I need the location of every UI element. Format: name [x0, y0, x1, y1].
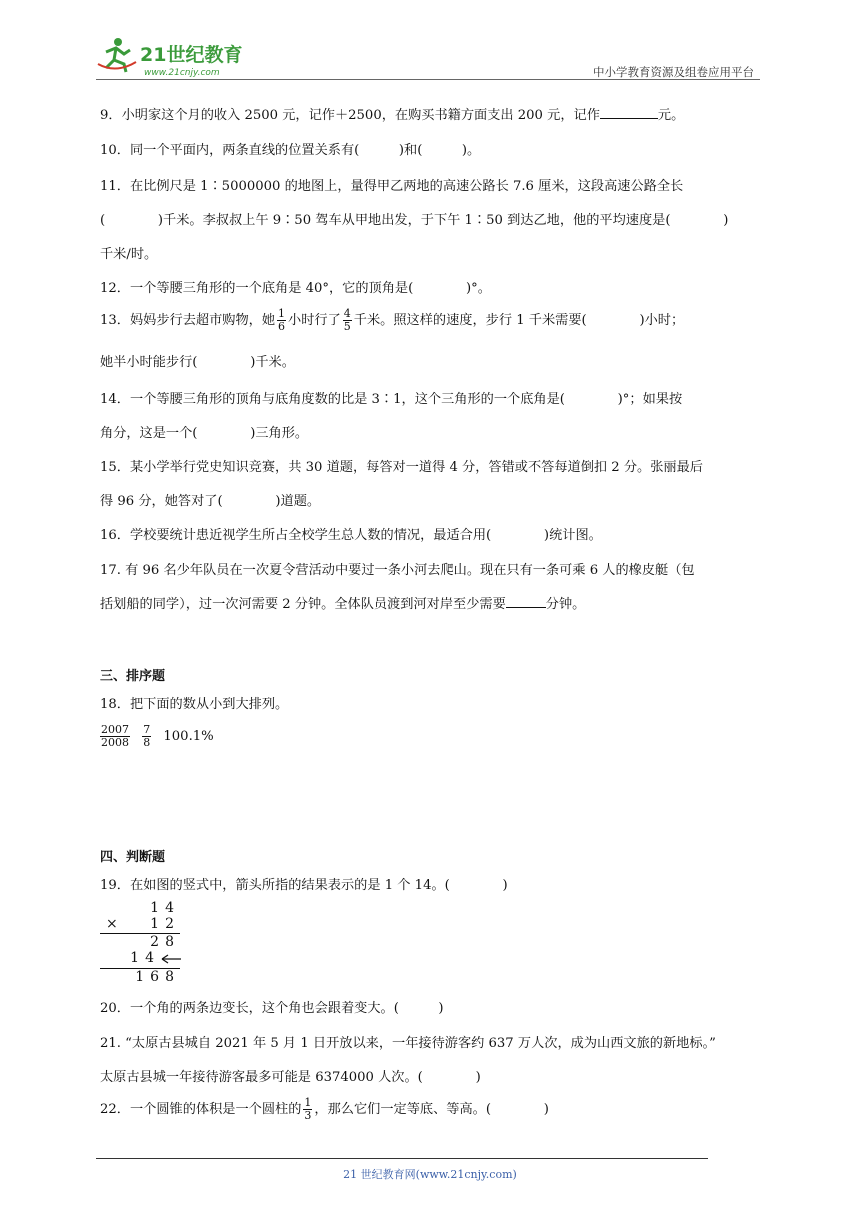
vertical-multiplication: [100, 900, 190, 988]
header-divider: [96, 79, 760, 80]
question-12: 12．一个等腰三角形的一个底角是 40°，它的顶角是( )°。: [100, 281, 491, 296]
question-20: 20．一个角的两条边变长，这个角也会跟着变大。( ): [100, 1001, 444, 1016]
fraction: $\frac{7}{8}$: [143, 723, 151, 749]
footer-text: 21 世纪教育网(www.21cnjy.com): [343, 1168, 517, 1181]
question-18: 18．把下面的数从小到大排列。: [100, 697, 289, 712]
logo: [96, 34, 266, 78]
times-sign: ×: [106, 916, 118, 932]
question-10: 10．同一个平面内，两条直线的位置关系有( )和( )。: [100, 143, 481, 158]
partial-product-2: 14: [130, 950, 160, 966]
multiplier: 12: [150, 916, 180, 932]
question-11-line3: 千米/时。: [100, 247, 158, 262]
section-title-judgement: 四、判断题: [100, 850, 166, 865]
question-15-line2: 得 96 分，她答对了( )道题。: [100, 494, 321, 509]
question-13: 13．妈妈步行去超市购物，她 $\frac{1}{6}$ 小时行了 $\frac{4}{5}$ 千米。照这样的速度，步行 1 千米需要( )小时；: [100, 307, 685, 333]
question-18-numbers: [100, 724, 214, 749]
question-16: 16．学校要统计患近视学生所占全校学生总人数的情况，最适合用( )统计图。: [100, 528, 602, 543]
product: 168: [135, 969, 180, 985]
footer-divider: [96, 1158, 708, 1159]
fraction: $\frac{2007}{2008}$: [101, 723, 129, 749]
question-21-line2: 太原古县城一年接待游客最多可能是 6374000 人次。( ): [100, 1070, 481, 1085]
section-title-sorting: 三、排序题: [100, 669, 166, 684]
percent-value: 100.1%: [163, 729, 214, 744]
question-19: 19．在如图的竖式中，箭头所指的结果表示的是 1 个 14。( ): [100, 878, 508, 893]
arrow-left-icon: [158, 954, 182, 964]
question-14-line2: 角分，这是一个( )三角形。: [100, 426, 309, 441]
platform-name: 中小学教育资源及组卷应用平台: [593, 65, 754, 79]
question-13-line2: 她半小时能步行( )千米。: [100, 355, 295, 370]
answer-blank: [506, 594, 546, 608]
question-11-line2: ( )千米。李叔叔上午 9∶50 驾车从甲地出发，于下午 1∶50 到达乙地，他的平均速度是( ): [100, 213, 729, 228]
question-17: 17. 有 96 名少年队员在一次夏令营活动中要过一条小河去爬山。现在只有一条可乘 6 人的橡皮艇（包: [100, 563, 695, 578]
question-15: 15．某小学举行党史知识竞赛，共 30 道题，每答对一道得 4 分，答错或不答每道倒扣 2 分。张丽最后: [100, 460, 703, 475]
question-11: 11．在比例尺是 1∶5000000 的地图上，量得甲乙两地的高速公路长 7.6 厘米，这段高速公路全长: [100, 179, 684, 194]
question-17-line2: 括划船的同学），过一次河需要 2 分钟。全体队员渡到河对岸至少需要 分钟。: [100, 593, 585, 612]
question-22: 22．一个圆锥的体积是一个圆柱的 $\frac{1}{3}$ ，那么它们一定等底、等高。( ): [100, 1096, 549, 1122]
question-14: 14．一个等腰三角形的顶角与底角度数的比是 3∶1，这个三角形的一个底角是( )°；如果按: [100, 392, 683, 407]
question-9: 9．小明家这个月的收入 2500 元，记作＋2500，在购买书籍方面支出 200 元，记作 元。: [100, 104, 684, 123]
multiplicand: 14: [150, 900, 180, 916]
answer-blank: [600, 105, 658, 119]
fraction: $\frac{1}{3}$: [304, 1096, 312, 1122]
page-header: [96, 30, 760, 80]
logo-text: 21世纪教育: [140, 44, 243, 66]
runner-icon: [98, 38, 136, 72]
fraction: $\frac{4}{5}$: [343, 307, 351, 333]
fraction: $\frac{1}{6}$: [278, 307, 286, 333]
partial-product-1: 28: [150, 934, 180, 950]
logo-url: www.21cnjy.com: [144, 68, 220, 78]
question-21: 21. “太原古县城自 2021 年 5 月 1 日开放以来，一年接待游客约 637 万人次，成为山西文旅的新地标。”: [100, 1036, 716, 1051]
